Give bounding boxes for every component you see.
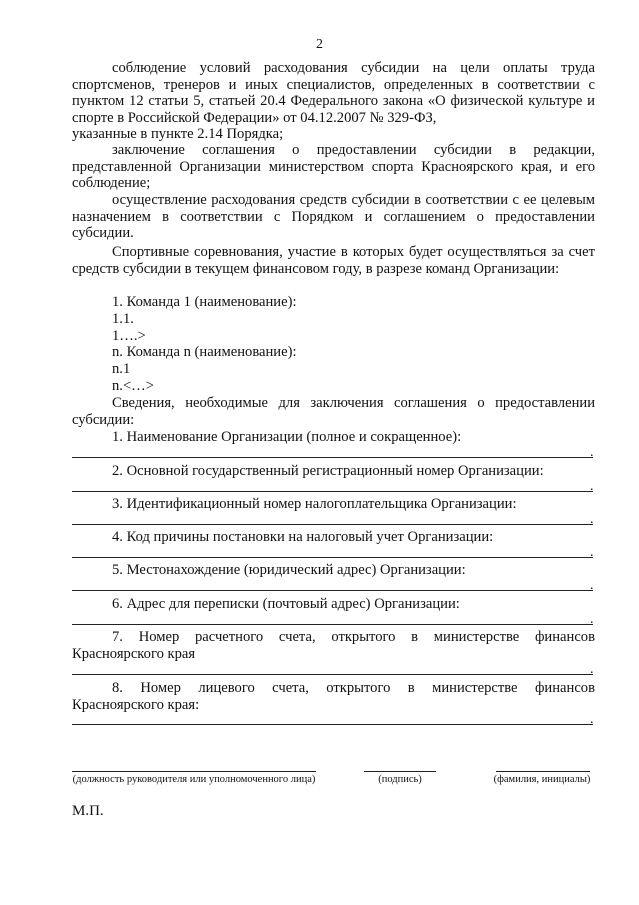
sign-caption: (подпись) bbox=[378, 774, 422, 785]
sign-line[interactable] bbox=[364, 771, 436, 772]
team-1-heading: 1. Команда 1 (наименование): bbox=[112, 294, 297, 310]
field-6-dot: . bbox=[590, 612, 594, 627]
page-number: 2 bbox=[316, 37, 323, 52]
field-7-line[interactable] bbox=[72, 674, 593, 675]
field-2-line[interactable] bbox=[72, 491, 593, 492]
paragraph-spending-purpose: осуществление расходования средств субсидии в соответствии с ее целевым назначением в соответствии с Порядком и соглашением о предоставлении субсидии. bbox=[72, 192, 595, 242]
field-4-dot: . bbox=[590, 545, 594, 560]
name-signature-line[interactable] bbox=[496, 771, 590, 772]
field-7-label-cont: Красноярского края bbox=[72, 646, 196, 662]
team-1-item-n: 1….> bbox=[112, 328, 146, 344]
field-3-line[interactable] bbox=[72, 524, 593, 525]
name-caption: (фамилия, инициалы) bbox=[493, 774, 591, 785]
stamp-place: М.П. bbox=[72, 803, 104, 819]
paragraph-salary-conditions: соблюдение условий расходования субсидии на цели оплаты труда спортсменов, тренеров и иных специалистов, определенных в соответствии с пунктом 12 статьи 5, статьей 20.4 Федерального закона «О физической культуре и спорте в Российской Федерации» от 04.12.2007 № 329-ФЗ, bbox=[72, 60, 595, 126]
paragraph-salary-conditions-end: указанные в пункте 2.14 Порядка; bbox=[72, 126, 284, 142]
field-6-line[interactable] bbox=[72, 624, 593, 625]
position-signature-line[interactable] bbox=[72, 771, 316, 772]
field-4-label: 4. Код причины постановки на налоговый учет Организации: bbox=[112, 529, 494, 545]
position-caption: (должность руководителя или уполномоченного лица) bbox=[72, 774, 316, 785]
field-2-label: 2. Основной государственный регистрационный номер Организации: bbox=[112, 463, 544, 479]
field-6-label: 6. Адрес для переписки (почтовый адрес) Организации: bbox=[112, 596, 460, 612]
field-8-label-cont: Красноярского края: bbox=[72, 697, 200, 713]
field-2-dot: . bbox=[590, 479, 594, 494]
team-n-heading: n. Команда n (наименование): bbox=[112, 344, 297, 360]
field-3-label: 3. Идентификационный номер налогоплательщика Организации: bbox=[112, 496, 517, 512]
field-5-label: 5. Местонахождение (юридический адрес) Организации: bbox=[112, 562, 466, 578]
field-3-dot: . bbox=[590, 512, 594, 527]
field-8-label: 8. Номер лицевого счета, открытого в министерстве финансов bbox=[112, 680, 595, 696]
field-7-dot: . bbox=[590, 662, 594, 677]
field-4-line[interactable] bbox=[72, 557, 593, 558]
field-8-dot: . bbox=[590, 712, 594, 727]
field-1-dot: . bbox=[590, 445, 594, 460]
team-n-item-n: n.<…> bbox=[112, 378, 154, 394]
paragraph-required-info: Сведения, необходимые для заключения соглашения о предоставлении субсидии: bbox=[72, 395, 595, 428]
team-n-item-1: n.1 bbox=[112, 361, 131, 377]
field-1-label: 1. Наименование Организации (полное и сокращенное): bbox=[112, 429, 462, 445]
team-1-item-1: 1.1. bbox=[112, 311, 134, 327]
field-1-line[interactable] bbox=[72, 457, 593, 458]
paragraph-competitions: Спортивные соревнования, участие в которых будет осуществляться за счет средств субсидии в текущем финансовом году, в разрезе команд Организации: bbox=[72, 244, 595, 277]
field-8-line[interactable] bbox=[72, 724, 593, 725]
field-5-line[interactable] bbox=[72, 590, 593, 591]
field-7-label: 7. Номер расчетного счета, открытого в министерстве финансов bbox=[112, 629, 595, 645]
field-5-dot: . bbox=[590, 578, 594, 593]
paragraph-agreement-conclusion: заключение соглашения о предоставлении субсидии в редакции, представленной Организации министерством спорта Красноярского края, и его соблюдение; bbox=[72, 142, 595, 192]
